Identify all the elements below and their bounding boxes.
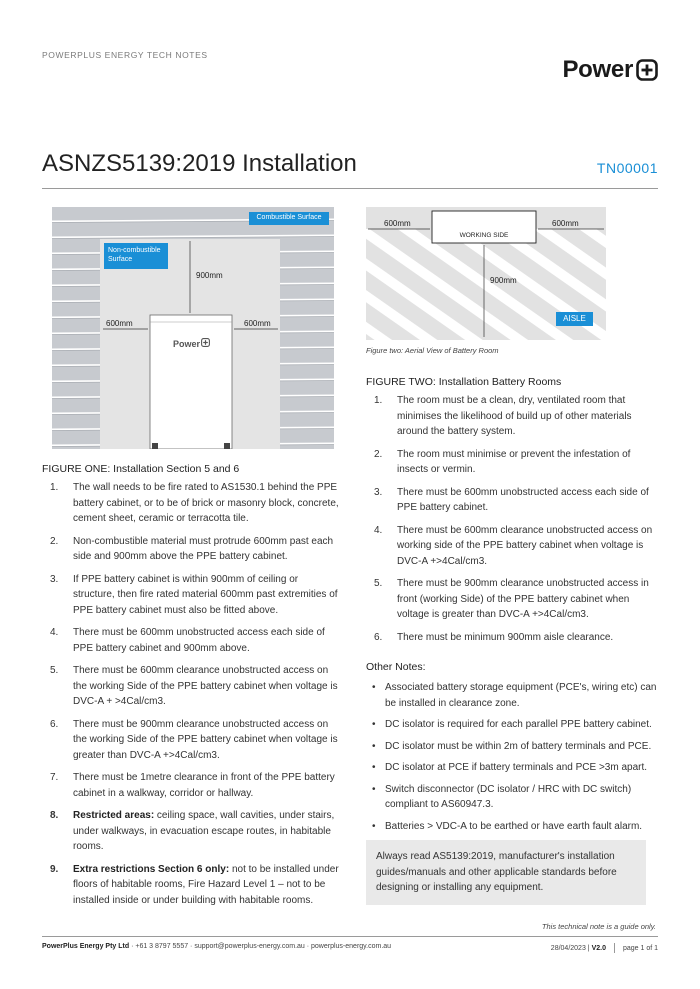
list-text: There must be 600mm unobstructed access each side of PPE battery cabinet. (397, 486, 649, 513)
list-text: There must be minimum 900mm aisle clearance. (397, 631, 614, 643)
list-item: • Associated battery storage equipment (PCE's, wiring etc) can be installed in clearance zone. (366, 680, 662, 711)
list-item: • Switch disconnector (DC isolator / HRC with DC switch) compliant to AS60947.3. (366, 782, 662, 813)
disclaimer: This technical note is a guide only. (541, 922, 656, 931)
other-notes-list (366, 680, 662, 834)
cabinet-brand-text: Power (173, 338, 201, 349)
list-text: The room must be a clean, dry, ventilated room that minimises the likelihood of build up of other materials around the battery system. (397, 395, 632, 437)
figure-two-caption: Figure two: Aerial View of Battery Room (366, 346, 499, 355)
footer-date-value: 28/04/2023 (550, 944, 586, 952)
list-number: 3. (374, 486, 383, 498)
list-lead: Restricted areas: (73, 810, 155, 821)
other-notes-heading: Other Notes: (366, 661, 426, 673)
cabinet-plus-icon (201, 338, 210, 349)
powerplus-logo (562, 56, 658, 84)
list-lead: Extra restrictions Section 6 only: (73, 863, 230, 875)
list-item (366, 576, 662, 623)
logo-text: Power (562, 56, 633, 83)
list-item (42, 534, 342, 565)
footer-version: V2.0 (591, 944, 606, 952)
section-one-list (42, 480, 342, 908)
list-item (42, 770, 342, 801)
footer-date: 28/04/2023 | V2.0 (550, 944, 606, 952)
figure-one-svg (52, 207, 334, 449)
list-item (42, 625, 342, 656)
section-figure-one (42, 463, 342, 915)
footer-contact (42, 943, 391, 950)
footer-page: page 1 of 1 (622, 944, 658, 952)
logo-plus-icon (636, 59, 658, 81)
list-number: 4. (374, 524, 383, 536)
list-number: 1. (50, 482, 59, 493)
footer-company: PowerPlus Energy Pty Ltd (42, 943, 130, 950)
list-number: 9. (50, 863, 59, 875)
section-two-list (366, 393, 662, 645)
list-number: 8. (50, 810, 59, 821)
list-item (42, 572, 342, 619)
figure-two-dim-right: 600mm (552, 219, 579, 228)
list-item (366, 393, 662, 440)
list-item (42, 480, 342, 527)
document-id: TN00001 (596, 160, 658, 176)
list-number: 6. (50, 718, 59, 730)
list-item (42, 808, 342, 855)
list-item: • DC isolator must be within 2m of battery terminals and PCE. (366, 739, 662, 755)
noncombustible-tag-line2: Surface (108, 256, 133, 263)
list-text: Non-combustible material must protrude 600mm past each side and 900mm above the PPE battery cabinet. (73, 535, 334, 562)
combustible-surface-tag: Combustible Surface (256, 214, 322, 221)
noncombustible-tag-line1: Non-combustible (108, 247, 161, 254)
working-side-label: WORKING SIDE (459, 232, 509, 239)
list-text: not to be installed under floors of habitable rooms, Fire Hazard Level 1 – not to be installed inside or under building with habitable rooms. (73, 863, 339, 906)
list-text: There must be 600mm clearance unobstructed access on the working Side of the PPE battery cabinet when voltage is DVC-A + >4Cal/cm3. (73, 665, 338, 707)
footer-meta (551, 943, 658, 953)
list-text: There must be 1metre clearance in front of the PPE battery cabinet in a walkway, corridor or hallway. (73, 772, 335, 799)
aisle-tag: AISLE (563, 314, 586, 323)
figure-two-illustration (366, 207, 606, 340)
list-number: 5. (50, 665, 59, 676)
figure-two-dim-left: 600mm (384, 219, 411, 228)
section-two-heading: FIGURE TWO: Installation Battery Rooms (366, 376, 562, 388)
list-item (42, 862, 342, 909)
figure-one-dim-right: 600mm (244, 319, 271, 328)
list-number: 3. (50, 573, 59, 585)
list-item (366, 523, 662, 570)
list-text: There must be 900mm clearance unobstructed access on the working Side of the PPE battery cabinet when voltage is greater than DVC-A +>4Cal/cm3. (73, 718, 338, 761)
figure-one-illustration (52, 207, 334, 449)
list-text: If PPE battery cabinet is within 900mm of ceiling or structure, then fire rated material 600mm past extremities of PPE battery cabinet must also be fitted above. (73, 573, 338, 616)
list-item: • DC isolator is required for each parallel PPE battery cabinet. (366, 717, 662, 733)
figure-two-dim-depth: 900mm (490, 276, 517, 285)
header-label: POWERPLUS ENERGY TECH NOTES (42, 50, 208, 60)
list-item: • Batteries > VDC-A to be earthed or have earth fault alarm. (366, 819, 662, 835)
list-text: There must be 900mm clearance unobstructed access in front (working Side) of the PPE battery cabinet when voltage is greater than DVC-A +>4Cal/cm3. (397, 578, 649, 620)
list-number: 2. (374, 448, 383, 460)
list-item (366, 447, 662, 478)
footer-separator (614, 943, 615, 953)
list-text: There must be 600mm unobstructed access each side of PPE battery cabinet and 900mm above. (73, 627, 325, 654)
page-title: ASNZS5139:2019 Installation (42, 150, 357, 177)
list-number: 5. (374, 578, 383, 589)
list-item (366, 485, 662, 516)
list-item (42, 663, 342, 710)
footer-contact-details: · +61 3 8797 5557 · support@powerplus-energy.com.au · powerplus-energy.com.au (129, 943, 392, 950)
list-item (366, 630, 662, 646)
list-text: The room must minimise or prevent the infestation of insects or vermin. (397, 448, 631, 475)
title-divider (42, 188, 658, 189)
section-one-heading: FIGURE ONE: Installation Section 5 and 6 (42, 463, 240, 475)
list-number: 4. (50, 627, 59, 638)
list-text: ceiling space, wall cavities, under stairs, under walkways, in evacuation escape routes, in habitable rooms. (73, 810, 335, 852)
list-number: 7. (50, 772, 59, 783)
list-text: The wall needs to be fire rated to AS1530.1 behind the PPE battery cabinet, or to be of brick or masonry block, concrete, cement sheet, ceramic or terracotta tile. (73, 482, 339, 524)
list-number: 6. (374, 631, 383, 643)
section-figure-two (366, 376, 662, 905)
list-number: 2. (50, 535, 59, 547)
list-item (42, 717, 342, 764)
footer-divider (42, 936, 658, 937)
list-number: 1. (374, 395, 383, 406)
figure-one-dim-left: 600mm (106, 319, 133, 328)
list-text: There must be 600mm clearance unobstructed access on working side of the PPE battery cabinet when voltage is DVC-A +>4Cal/cm3. (397, 524, 653, 567)
standards-note-box: Always read AS5139:2019, manufacturer's installation guides/manuals and other applicable standards before designing or installing any equipment. (366, 840, 646, 905)
cabinet-brand-label (173, 338, 210, 349)
list-item: • DC isolator at PCE if battery terminals and PCE >3m apart. (366, 760, 662, 776)
figure-one-dim-top: 900mm (196, 271, 223, 280)
